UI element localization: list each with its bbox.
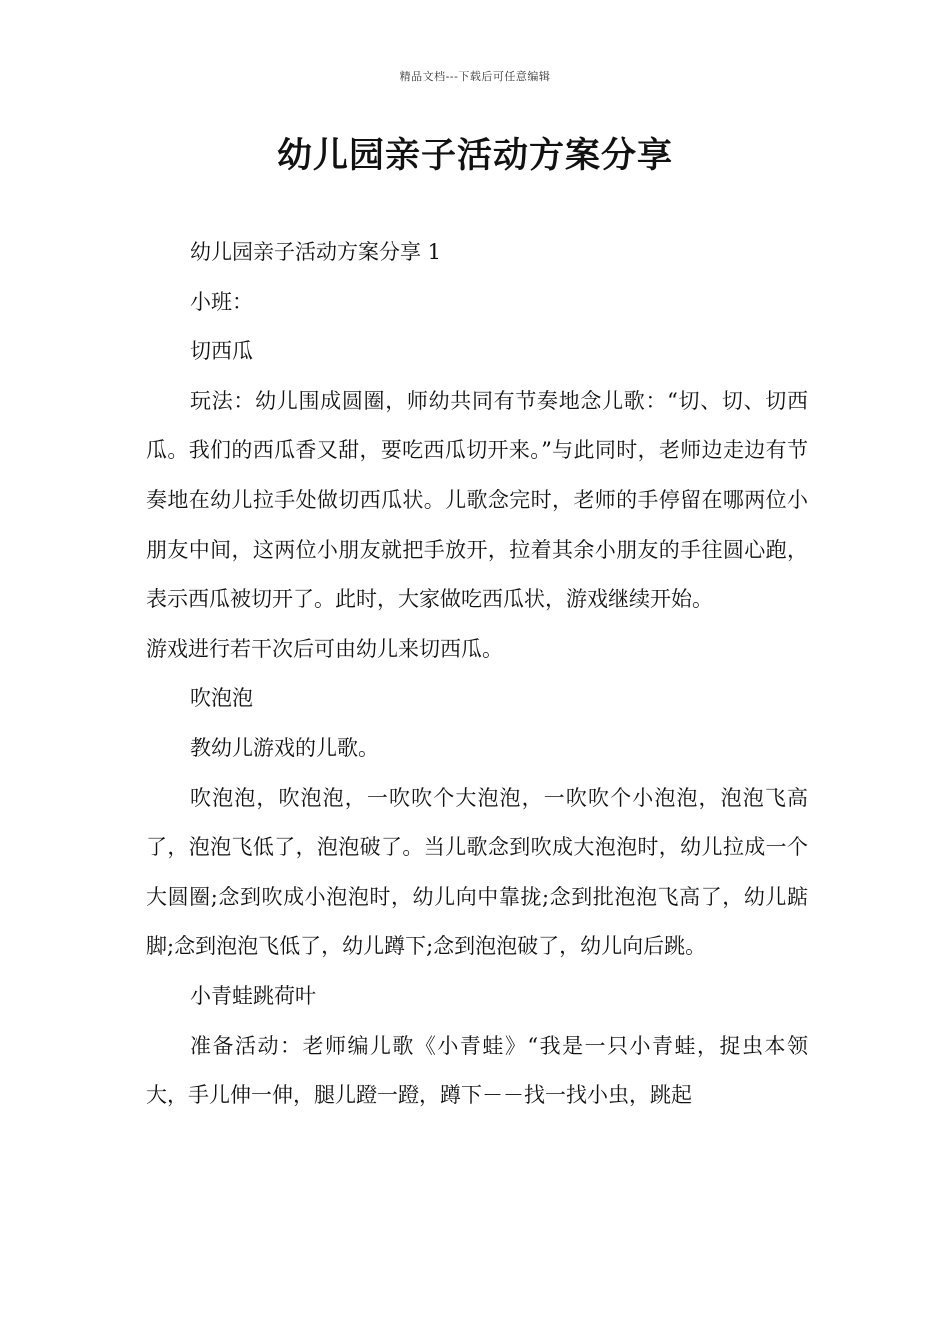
document-body	[146, 228, 808, 1121]
header-note: 精品文档---下载后可任意编辑	[399, 70, 551, 83]
body-paragraph: 教幼儿游戏的儿歌。	[190, 735, 379, 760]
body-paragraph: 幼儿园亲子活动方案分享 1	[190, 240, 442, 264]
body-paragraph: 准备活动：老师编儿歌《小青蛙》“我是一只小青蛙，捉虫本领大，手儿伸一伸，腿儿蹬一蹬，蹲下－－找一找小虫，跳起	[146, 1033, 808, 1108]
page-title: 幼儿园亲子活动方案分享	[276, 135, 673, 176]
body-paragraph: 小青蛙跳荷叶	[190, 983, 316, 1008]
body-paragraph: 游戏进行若干次后可由幼儿来切西瓜。	[146, 636, 503, 661]
body-paragraph: 吹泡泡，吹泡泡，一吹吹个大泡泡，一吹吹个小泡泡，泡泡飞高了，泡泡飞低了，泡泡破了。当儿歌念到吹成大泡泡时，幼儿拉成一个大圆圈;念到吹成小泡泡时，幼儿向中靠拢;念到批泡泡飞高了，幼儿踮脚;念到泡泡飞低了，幼儿蹲下;念到泡泡破了，幼儿向后跳。	[146, 785, 808, 959]
body-paragraph: 切西瓜	[190, 339, 253, 364]
body-paragraph: 小班：	[190, 289, 253, 314]
body-paragraph: 玩法：幼儿围成圆圈，师幼共同有节奏地念儿歌：“切、切、切西瓜。我们的西瓜香又甜，要吃西瓜切开来。”与此同时，老师边走边有节奏地在幼儿拉手处做切西瓜状。儿歌念完时，老师的手停留在哪两位小朋友中间，这两位小朋友就把手放开，拉着其余小朋友的手往圆心跑，表示西瓜被切开了。此时，大家做吃西瓜状，游戏继续开始。	[146, 388, 808, 612]
body-paragraph: 吹泡泡	[190, 686, 253, 711]
